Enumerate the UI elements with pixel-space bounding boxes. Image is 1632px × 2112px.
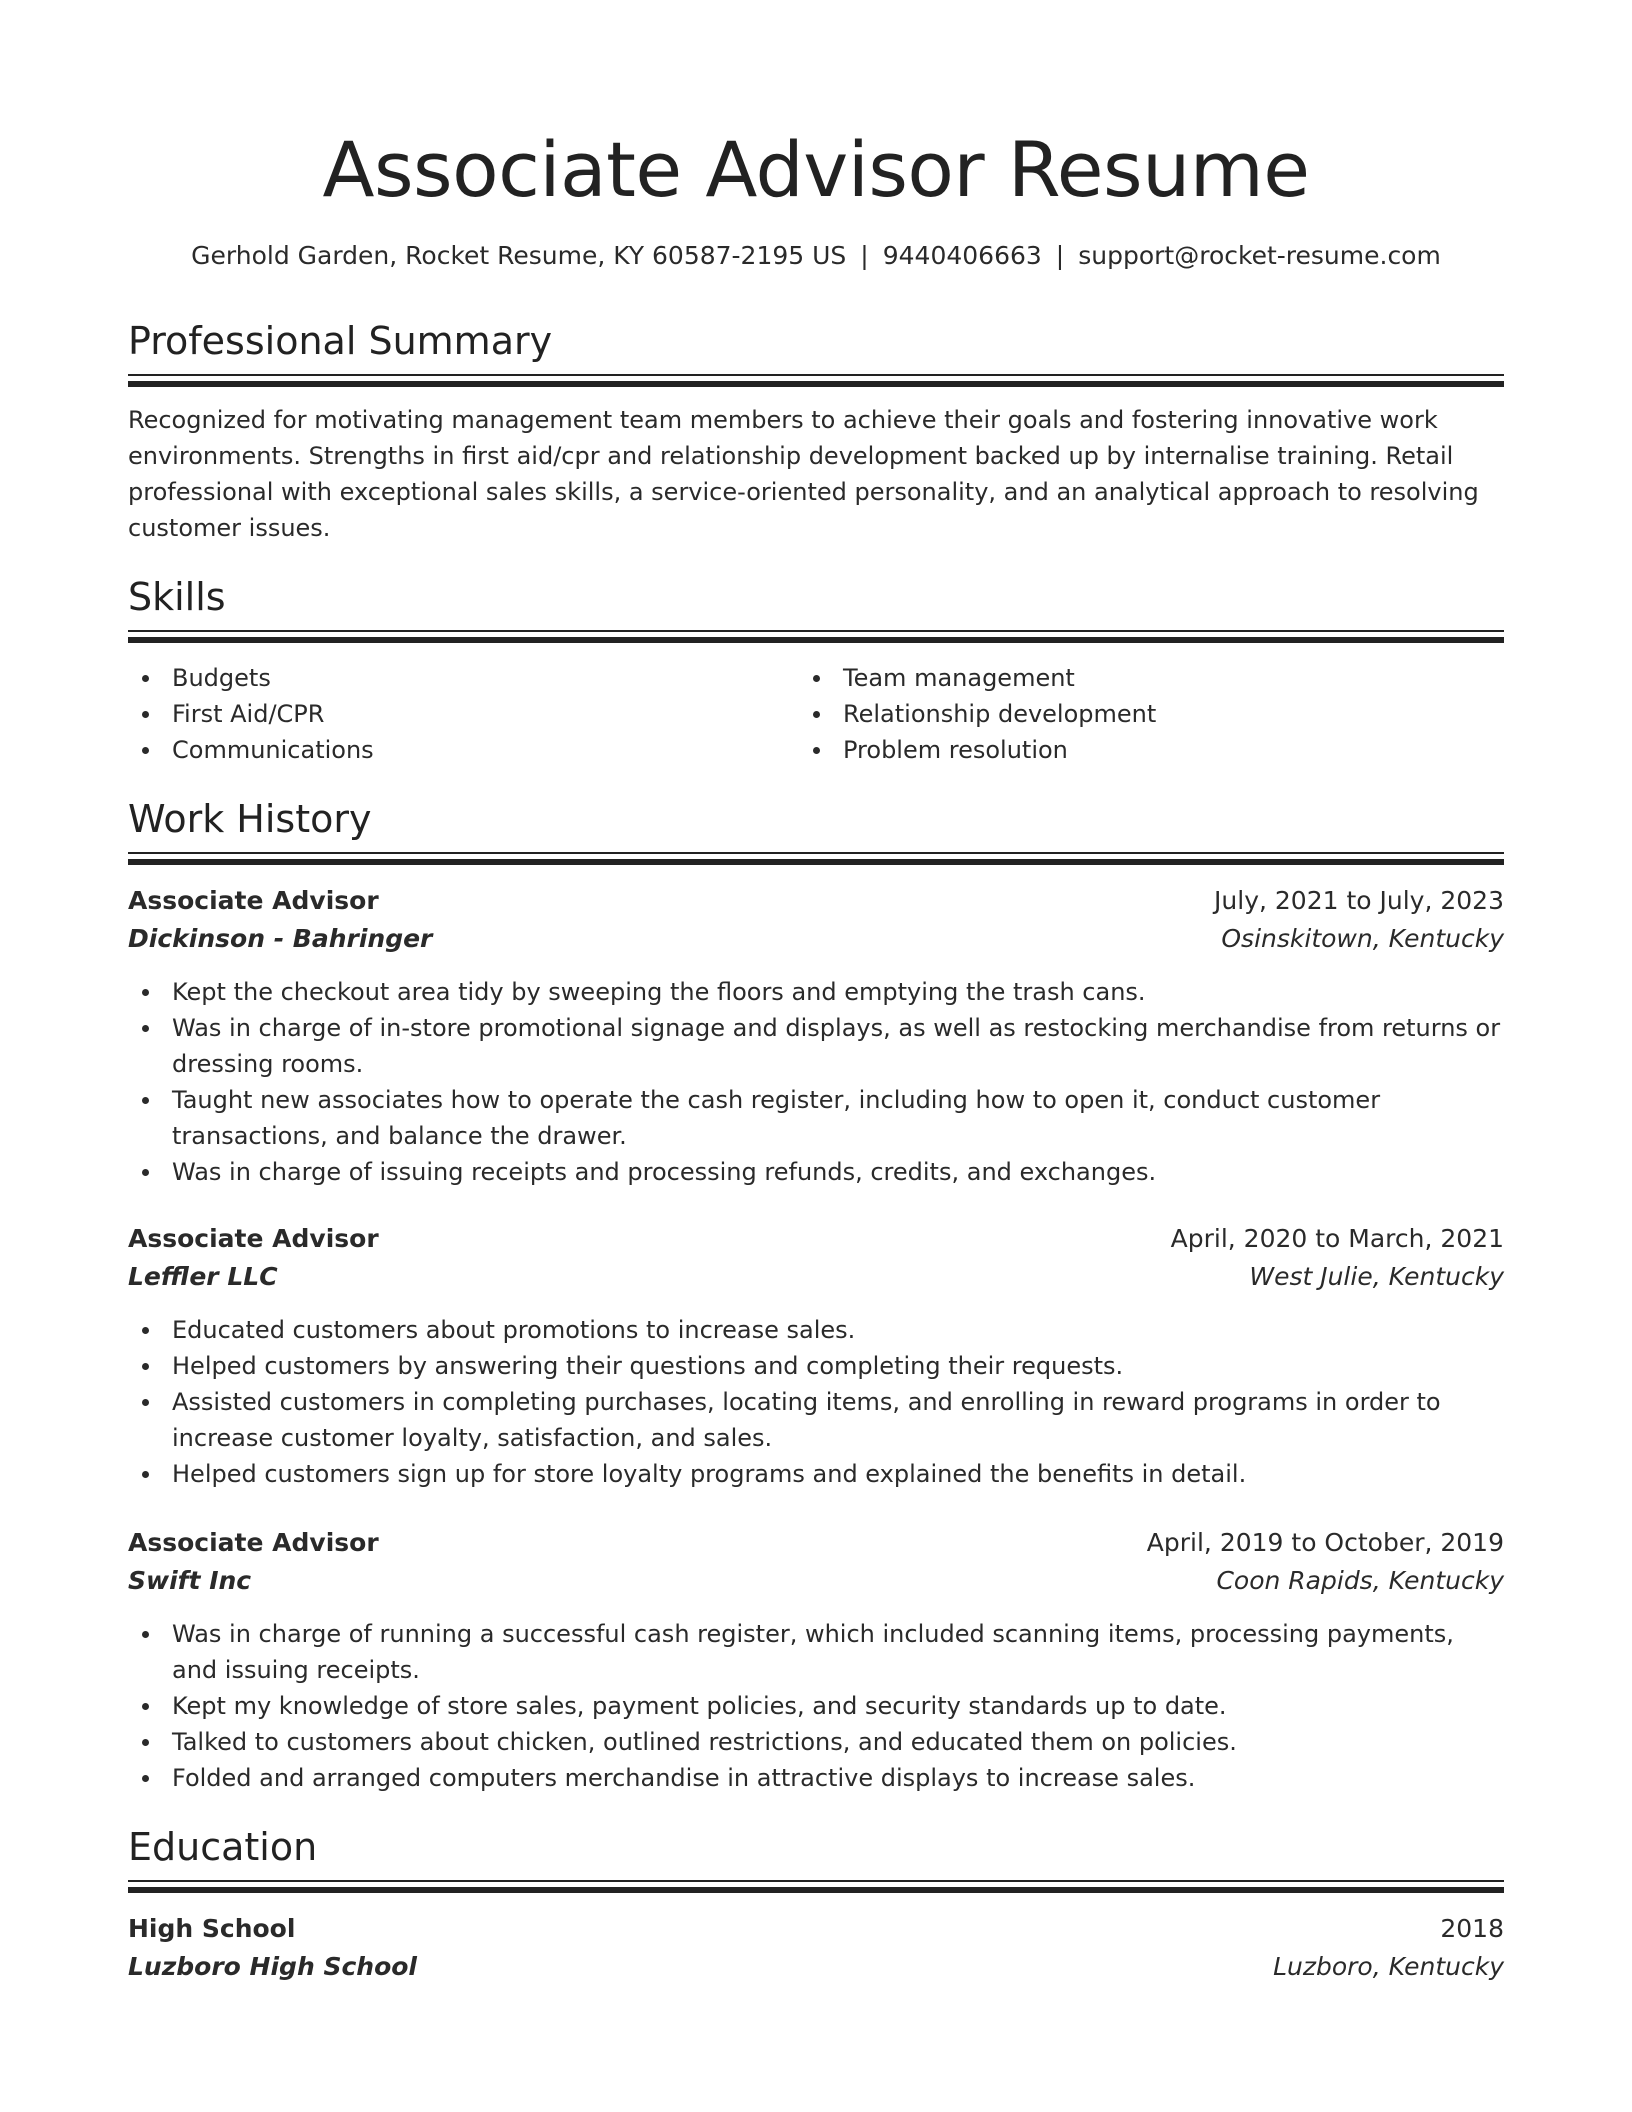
summary-text: Recognized for motivating management team members to achieve their goals and fostering innovative work environments. Strengths in first aid/cpr and relationship development backed up by internalise training. Retail professional with exceptional sales skills, a service-oriented personality, and an analytical approach to resolving customer issues.: [128, 406, 1479, 542]
job-entry: [128, 882, 1504, 1190]
job-title: Associate Advisor: [128, 1224, 379, 1253]
job-location: West Julie, Kentucky: [1249, 1262, 1504, 1291]
company-name: Leffler LLC: [128, 1262, 278, 1291]
skill-item: Communications: [128, 732, 816, 768]
job-bullets: [128, 974, 1504, 1190]
section-title-education: Education: [128, 1825, 318, 1869]
school-location: Luzboro, Kentucky: [1273, 1952, 1504, 1981]
skill-item: Problem resolution: [799, 732, 1487, 768]
job-bullets: [128, 1616, 1504, 1796]
job-bullet: Helped customers sign up for store loyalty programs and explained the benefits in detail.: [128, 1456, 1504, 1492]
job-title: Associate Advisor: [128, 1528, 379, 1557]
job-bullet: Assisted customers in completing purchases, locating items, and enrolling in reward programs in order to increase customer loyalty, satisfaction, and sales.: [128, 1384, 1504, 1456]
job-location: Coon Rapids, Kentucky: [1216, 1566, 1504, 1595]
section-divider: [128, 852, 1504, 864]
section-title-work-history: Work History: [128, 797, 372, 841]
skills-column-left: [128, 660, 816, 768]
job-bullet: Was in charge of issuing receipts and processing refunds, credits, and exchanges.: [128, 1154, 1504, 1190]
section-divider: [128, 630, 1504, 642]
phone: 9440406663: [882, 241, 1042, 270]
job-bullet: Taught new associates how to operate the cash register, including how to open it, conduct customer transactions, and balance the drawer.: [128, 1082, 1504, 1154]
school-name: Luzboro High School: [128, 1952, 417, 1981]
section-divider: [128, 374, 1504, 386]
skill-item: Relationship development: [799, 696, 1487, 732]
graduation-year: 2018: [1440, 1914, 1504, 1943]
contact-line: [128, 238, 1504, 274]
separator: |: [1055, 241, 1065, 270]
section-title-skills: Skills: [128, 575, 226, 619]
skills-column-right: [799, 660, 1487, 768]
job-bullets: [128, 1312, 1504, 1492]
job-bullet: Kept the checkout area tidy by sweeping the floors and emptying the trash cans.: [128, 974, 1504, 1010]
job-dates: April, 2020 to March, 2021: [1170, 1224, 1504, 1253]
job-bullet: Was in charge of running a successful cash register, which included scanning items, processing payments, and issuing receipts.: [128, 1616, 1504, 1688]
job-bullet: Helped customers by answering their questions and completing their requests.: [128, 1348, 1504, 1384]
address: Gerhold Garden, Rocket Resume, KY 60587-2195 US: [191, 241, 847, 270]
job-bullet: Folded and arranged computers merchandise in attractive displays to increase sales.: [128, 1760, 1504, 1796]
email: support@rocket-resume.com: [1078, 241, 1441, 270]
job-bullet: Educated customers about promotions to increase sales.: [128, 1312, 1504, 1348]
separator: |: [860, 241, 869, 270]
section-divider: [128, 1880, 1504, 1892]
education-entry: [128, 1910, 1504, 1986]
skill-item: First Aid/CPR: [128, 696, 816, 732]
job-entry: [128, 1524, 1504, 1796]
job-bullet: Was in charge of in-store promotional signage and displays, as well as restocking merchandise from returns or dressing rooms.: [128, 1010, 1504, 1082]
skill-item: Team management: [799, 660, 1487, 696]
company-name: Dickinson - Bahringer: [128, 924, 433, 953]
company-name: Swift Inc: [128, 1566, 252, 1595]
job-dates: April, 2019 to October, 2019: [1146, 1528, 1504, 1557]
job-location: Osinskitown, Kentucky: [1221, 924, 1504, 953]
skill-item: Budgets: [128, 660, 816, 696]
job-bullet: Kept my knowledge of store sales, payment policies, and security standards up to date.: [128, 1688, 1504, 1724]
degree: High School: [128, 1914, 296, 1943]
section-title-summary: Professional Summary: [128, 319, 553, 363]
job-dates: July, 2021 to July, 2023: [1214, 886, 1504, 915]
resume-title: Associate Advisor Resume: [322, 125, 1310, 214]
job-entry: [128, 1220, 1504, 1492]
job-title: Associate Advisor: [128, 886, 379, 915]
job-bullet: Talked to customers about chicken, outlined restrictions, and educated them on policies.: [128, 1724, 1504, 1760]
